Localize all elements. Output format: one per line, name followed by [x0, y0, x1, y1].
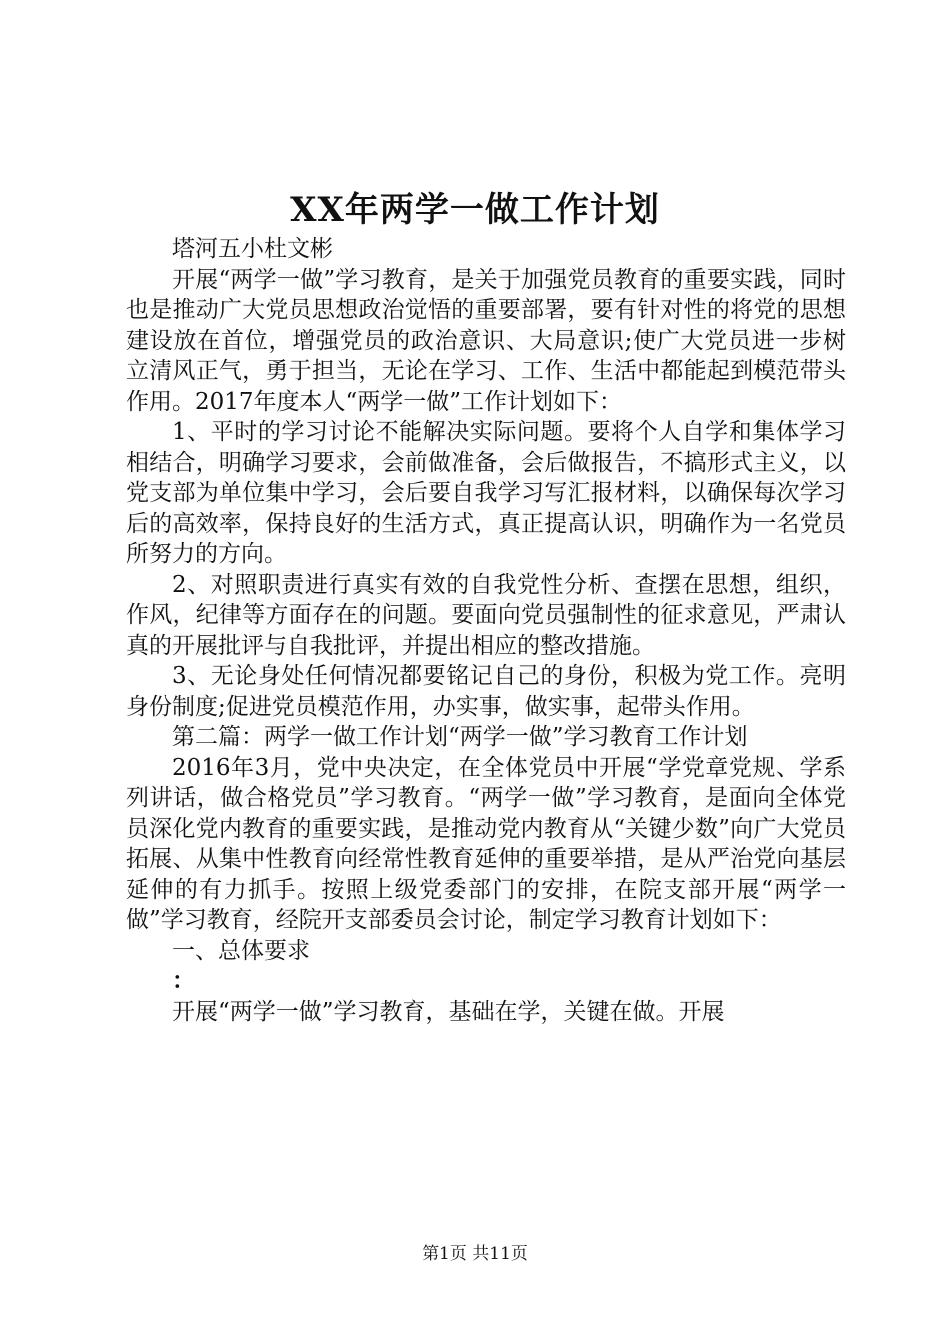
- section-heading-second-article: 第二篇：两学一做工作计划“两学一做”学习教育工作计划: [172, 724, 748, 750]
- paragraph-second-intro: 2016年3月，党中央决定，在全体党员中开展“学党章党规、学系列讲话，做合格党员”学习教育。“两学一做”学习教育，是面向全体党员深化党内教育的重要实践，是推动党内教育从“关键少数”向广大党员拓展、从集中性教育向经常性教育延伸的重要举措，是从严治党向基层延伸的有力抓手。按照上级党委部门的安排，在院支部开展“两学一做”学习教育，经院开支部委员会讨论，制定学习教育计划如下：: [126, 754, 846, 933]
- paragraph-item-3: 3、无论身处任何情况都要铭记自己的身份，积极为党工作。亮明身份制度;促进党员模范作用，办实事，做实事，起带头作用。: [126, 663, 846, 720]
- document-body: [126, 234, 846, 1027]
- colon-line: ：: [172, 967, 195, 994]
- section-heading-general-requirements: 一、总体要求: [172, 937, 310, 964]
- paragraph-intro: 开展“两学一做”学习教育，是关于加强党员教育的重要实践，同时也是推动广大党员思想政治觉悟的重要部署，要有针对性的将党的思想建设放在首位，增强党员的政治意识、大局意识;使广大党员进一步树立清风正气，勇于担当，无论在学习、工作、生活中都能起到模范带头作用。2017年度本人“两学一做”工作计划如下：: [126, 266, 846, 415]
- paragraph-item-1: 1、平时的学习讨论不能解决实际问题。要将个人自学和集体学习相结合，明确学习要求，会前做准备，会后做报告，不搞形式主义，以党支部为单位集中学习，会后要自我学习写汇报材料，以确保每次学习后的高效率，保持良好的生活方式，真正提高认识，明确作为一名党员所努力的方向。: [126, 419, 846, 567]
- document-title: XX年两学一做工作计划: [290, 190, 660, 230]
- paragraph-item-2: 2、对照职责进行真实有效的自我党性分析、查摆在思想，组织，作风，纪律等方面存在的问题。要面向党员强制性的征求意见，严肃认真的开展批评与自我批评，并提出相应的整改措施。: [126, 571, 846, 659]
- paragraph-last: 开展“两学一做”学习教育，基础在学，关键在做。开展: [172, 998, 725, 1025]
- page-number-footer: 第1页 共11页: [422, 1244, 528, 1264]
- author-line: 塔河五小杜文彬: [172, 236, 333, 262]
